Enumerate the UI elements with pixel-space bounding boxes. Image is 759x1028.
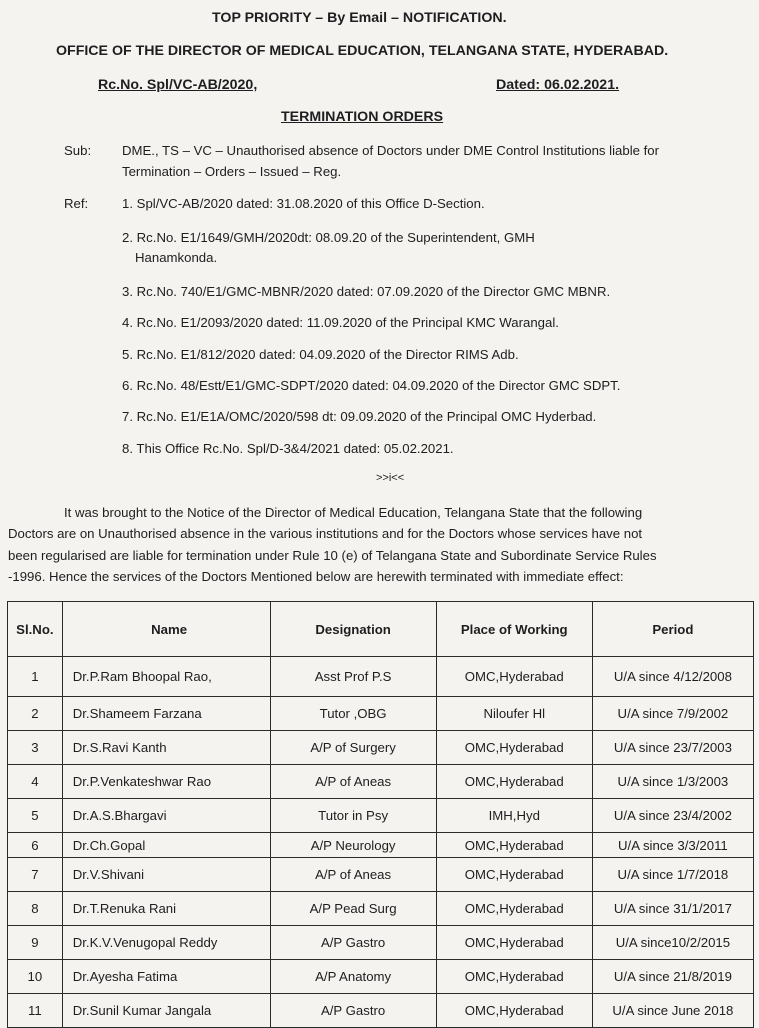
- cell-sl-no: 11: [8, 994, 63, 1028]
- table-row: [8, 697, 754, 731]
- cell-period: U/A since 1/7/2018: [592, 858, 753, 892]
- cell-period: U/A since 7/9/2002: [592, 697, 753, 731]
- table-row: [8, 657, 754, 697]
- subject-label: Sub:: [64, 143, 92, 158]
- cell-place: OMC,Hyderabad: [436, 657, 592, 697]
- cell-period: U/A since 23/4/2002: [592, 799, 753, 833]
- body-line-1: It was brought to the Notice of the Director of Medical Education, Telangana State that the following: [64, 505, 643, 520]
- section-separator: >>i<<: [376, 472, 405, 484]
- cell-sl-no: 3: [8, 731, 63, 765]
- reference-1: 1. Spl/VC-AB/2020 dated: 31.08.2020 of this Office D-Section.: [122, 196, 485, 211]
- reference-2-cont: Hanamkonda.: [135, 250, 218, 265]
- body-line-4: -1996. Hence the services of the Doctors Mentioned below are herewith terminated with immediate effect:: [8, 569, 624, 584]
- cell-designation: A/P of Surgery: [270, 731, 436, 765]
- cell-name: Dr.P.Ram Bhoopal Rao,: [62, 657, 270, 697]
- cell-sl-no: 6: [8, 833, 63, 858]
- cell-place: OMC,Hyderabad: [436, 960, 592, 994]
- cell-designation: Tutor ,OBG: [270, 697, 436, 731]
- cell-sl-no: 1: [8, 657, 63, 697]
- cell-designation: Tutor in Psy: [270, 799, 436, 833]
- cell-place: OMC,Hyderabad: [436, 858, 592, 892]
- subject-line-2: Termination – Orders – Issued – Reg.: [122, 164, 342, 179]
- cell-place: OMC,Hyderabad: [436, 765, 592, 799]
- header-place-of-working: Place of Working: [436, 602, 592, 657]
- cell-period: U/A since 1/3/2003: [592, 765, 753, 799]
- cell-name: Dr.V.Shivani: [62, 858, 270, 892]
- table-row: [8, 892, 754, 926]
- header-name: Name: [62, 602, 270, 657]
- table-row: [8, 731, 754, 765]
- cell-place: IMH,Hyd: [436, 799, 592, 833]
- subject-line-1: DME., TS – VC – Unauthorised absence of Doctors under DME Control Institutions liable for: [122, 143, 660, 158]
- cell-period: U/A since 23/7/2003: [592, 731, 753, 765]
- reference-3: 3. Rc.No. 740/E1/GMC-MBNR/2020 dated: 07.09.2020 of the Director GMC MBNR.: [122, 284, 611, 299]
- cell-name: Dr.P.Venkateshwar Rao: [62, 765, 270, 799]
- cell-sl-no: 10: [8, 960, 63, 994]
- table-row: [8, 858, 754, 892]
- cell-designation: A/P Gastro: [270, 994, 436, 1028]
- office-heading: OFFICE OF THE DIRECTOR OF MEDICAL EDUCATION, TELANGANA STATE, HYDERABAD.: [56, 43, 669, 59]
- reference-6: 6. Rc.No. 48/Estt/E1/GMC-SDPT/2020 dated: 04.09.2020 of the Director GMC SDPT.: [122, 378, 621, 393]
- cell-period: U/A since10/2/2015: [592, 926, 753, 960]
- cell-place: OMC,Hyderabad: [436, 926, 592, 960]
- terminated-doctors-table: [7, 601, 754, 1028]
- cell-name: Dr.S.Ravi Kanth: [62, 731, 270, 765]
- cell-sl-no: 7: [8, 858, 63, 892]
- header-designation: Designation: [270, 602, 436, 657]
- cell-period: U/A since 31/1/2017: [592, 892, 753, 926]
- cell-name: Dr.Sunil Kumar Jangala: [62, 994, 270, 1028]
- table-header-row: [8, 602, 754, 657]
- cell-place: OMC,Hyderabad: [436, 994, 592, 1028]
- cell-place: OMC,Hyderabad: [436, 731, 592, 765]
- cell-name: Dr.T.Renuka Rani: [62, 892, 270, 926]
- reference-2: 2. Rc.No. E1/1649/GMH/2020dt: 08.09.20 of the Superintendent, GMH: [122, 230, 535, 245]
- cell-name: Dr.A.S.Bhargavi: [62, 799, 270, 833]
- cell-designation: A/P of Aneas: [270, 765, 436, 799]
- cell-name: Dr.Shameem Farzana: [62, 697, 270, 731]
- table-row: [8, 833, 754, 858]
- cell-sl-no: 5: [8, 799, 63, 833]
- header-sl-no: Sl.No.: [8, 602, 63, 657]
- cell-place: OMC,Hyderabad: [436, 833, 592, 858]
- reference-number: Rc.No. Spl/VC-AB/2020,: [98, 77, 258, 93]
- cell-place: OMC,Hyderabad: [436, 892, 592, 926]
- reference-4: 4. Rc.No. E1/2093/2020 dated: 11.09.2020 of the Principal KMC Warangal.: [122, 315, 559, 330]
- cell-sl-no: 4: [8, 765, 63, 799]
- reference-8: 8. This Office Rc.No. Spl/D-3&4/2021 dated: 05.02.2021.: [122, 441, 454, 456]
- cell-name: Dr.K.V.Venugopal Reddy: [62, 926, 270, 960]
- cell-period: U/A since June 2018: [592, 994, 753, 1028]
- cell-designation: A/P Gastro: [270, 926, 436, 960]
- cell-period: U/A since 3/3/2011: [592, 833, 753, 858]
- cell-period: U/A since 21/8/2019: [592, 960, 753, 994]
- cell-sl-no: 9: [8, 926, 63, 960]
- table-row: [8, 799, 754, 833]
- priority-heading: TOP PRIORITY – By Email – NOTIFICATION.: [212, 10, 507, 26]
- cell-place: Niloufer Hl: [436, 697, 592, 731]
- order-date: Dated: 06.02.2021.: [496, 77, 620, 93]
- table-row: [8, 994, 754, 1028]
- cell-name: Dr.Ch.Gopal: [62, 833, 270, 858]
- cell-sl-no: 8: [8, 892, 63, 926]
- reference-5: 5. Rc.No. E1/812/2020 dated: 04.09.2020 of the Director RIMS Adb.: [122, 347, 519, 362]
- body-line-2: Doctors are on Unauthorised absence in the various institutions and for the Doctors whose services have not: [8, 526, 643, 541]
- cell-designation: A/P Neurology: [270, 833, 436, 858]
- table-row: [8, 926, 754, 960]
- header-period: Period: [592, 602, 753, 657]
- cell-designation: Asst Prof P.S: [270, 657, 436, 697]
- cell-designation: A/P Anatomy: [270, 960, 436, 994]
- body-line-3: been regularised are liable for termination under Rule 10 (e) of Telangana State and Subordinate Service Rules: [8, 548, 657, 563]
- table-row: [8, 960, 754, 994]
- cell-period: U/A since 4/12/2008: [592, 657, 753, 697]
- table-row: [8, 765, 754, 799]
- cell-designation: A/P Pead Surg: [270, 892, 436, 926]
- document-title: TERMINATION ORDERS: [281, 109, 444, 125]
- cell-sl-no: 2: [8, 697, 63, 731]
- reference-label: Ref:: [64, 196, 89, 211]
- reference-7: 7. Rc.No. E1/E1A/OMC/2020/598 dt: 09.09.2020 of the Principal OMC Hyderbad.: [122, 409, 597, 424]
- cell-designation: A/P of Aneas: [270, 858, 436, 892]
- cell-name: Dr.Ayesha Fatima: [62, 960, 270, 994]
